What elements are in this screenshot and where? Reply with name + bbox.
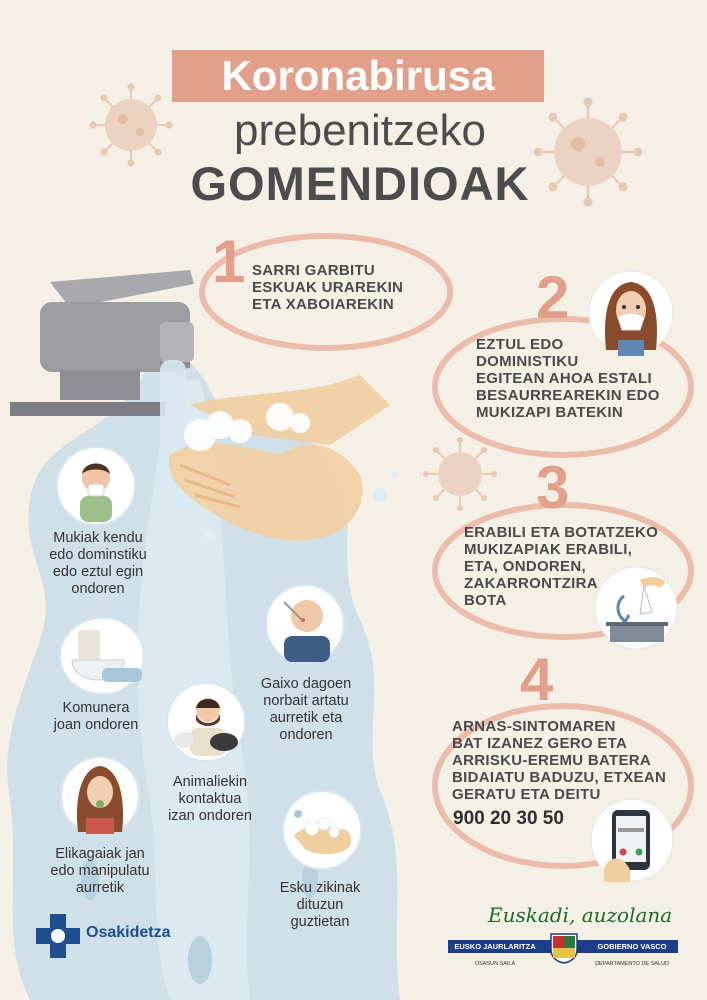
- covering-mouth-icon: [588, 270, 674, 356]
- animals-icon: [166, 682, 246, 762]
- title-heading: GOMENDIOAK: [190, 157, 530, 210]
- gov-name-spanish: GOBIERNO VASCO: [597, 942, 667, 951]
- phone-call-icon: [590, 798, 674, 882]
- step-number: 3: [536, 454, 570, 521]
- osakidetza-logo: [36, 914, 80, 958]
- coat-of-arms-icon: [548, 930, 580, 964]
- sneezing-person-icon: [56, 446, 136, 526]
- eating-person-icon: [60, 756, 140, 836]
- step-4-text: ARNAS-SINTOMAREN BAT IZANEZ GERO ETA ARRISKU-EREMU BATERA BIDAIATU BADUZU, ETXEAN GERATU ETA DEITU: [452, 718, 667, 803]
- step-3-text: ERABILI ETA BOTATZEKO MUKIZAPIAK ERABILI, ETA, ONDOREN, ZAKARRONTZIRA BOTA: [464, 524, 659, 609]
- sick-person-icon: [262, 584, 348, 664]
- title-main: Koronabirusa: [221, 52, 495, 99]
- trash-bin-icon: [594, 566, 678, 650]
- euskadi-slogan: Euskadi, auzolana: [488, 903, 673, 927]
- washing-hands-illustration: [160, 365, 410, 555]
- step-number: 4: [520, 646, 554, 713]
- gov-name-basque: EUSKO JAURLARITZA: [454, 942, 536, 951]
- title-subtitle: prebenitzeko: [234, 106, 486, 155]
- osakidetza-name: Osakidetza: [86, 924, 171, 941]
- toilet-icon: [58, 616, 146, 696]
- situation-caption: Mukiak kendu edo dominstiku edo eztul egin ondoren: [49, 530, 147, 597]
- soapy-hands-icon: [282, 790, 362, 870]
- situation-caption: Komunera joan ondoren: [53, 700, 139, 733]
- dept-spanish: DEPARTAMENTO DE SALUD: [595, 961, 669, 967]
- step-2-text: EZTUL EDO DOMINISTIKU EGITEAN AHOA ESTALI BESAURREAREKIN EDO MUKIZAPI BATEKIN: [476, 336, 660, 421]
- situation-caption: Gaixo dagoen norbait artatu aurretik eta ondoren: [260, 676, 352, 743]
- step-number: 1: [212, 228, 246, 295]
- situation-caption: Elikagaiak jan edo manipulatu aurretik: [50, 846, 150, 896]
- situation-caption: Esku zikinak dituzun guztietan: [279, 880, 361, 930]
- step-1-text: SARRI GARBITU ESKUAK URAREKIN ETA XABOIAREKIN: [252, 262, 404, 313]
- phone-number[interactable]: 900 20 30 50: [453, 808, 564, 829]
- step-number: 2: [536, 264, 570, 331]
- situation-caption: Animaliekin kontaktua izan ondoren: [168, 774, 252, 824]
- dept-basque: OSASUN SAILA: [474, 961, 516, 967]
